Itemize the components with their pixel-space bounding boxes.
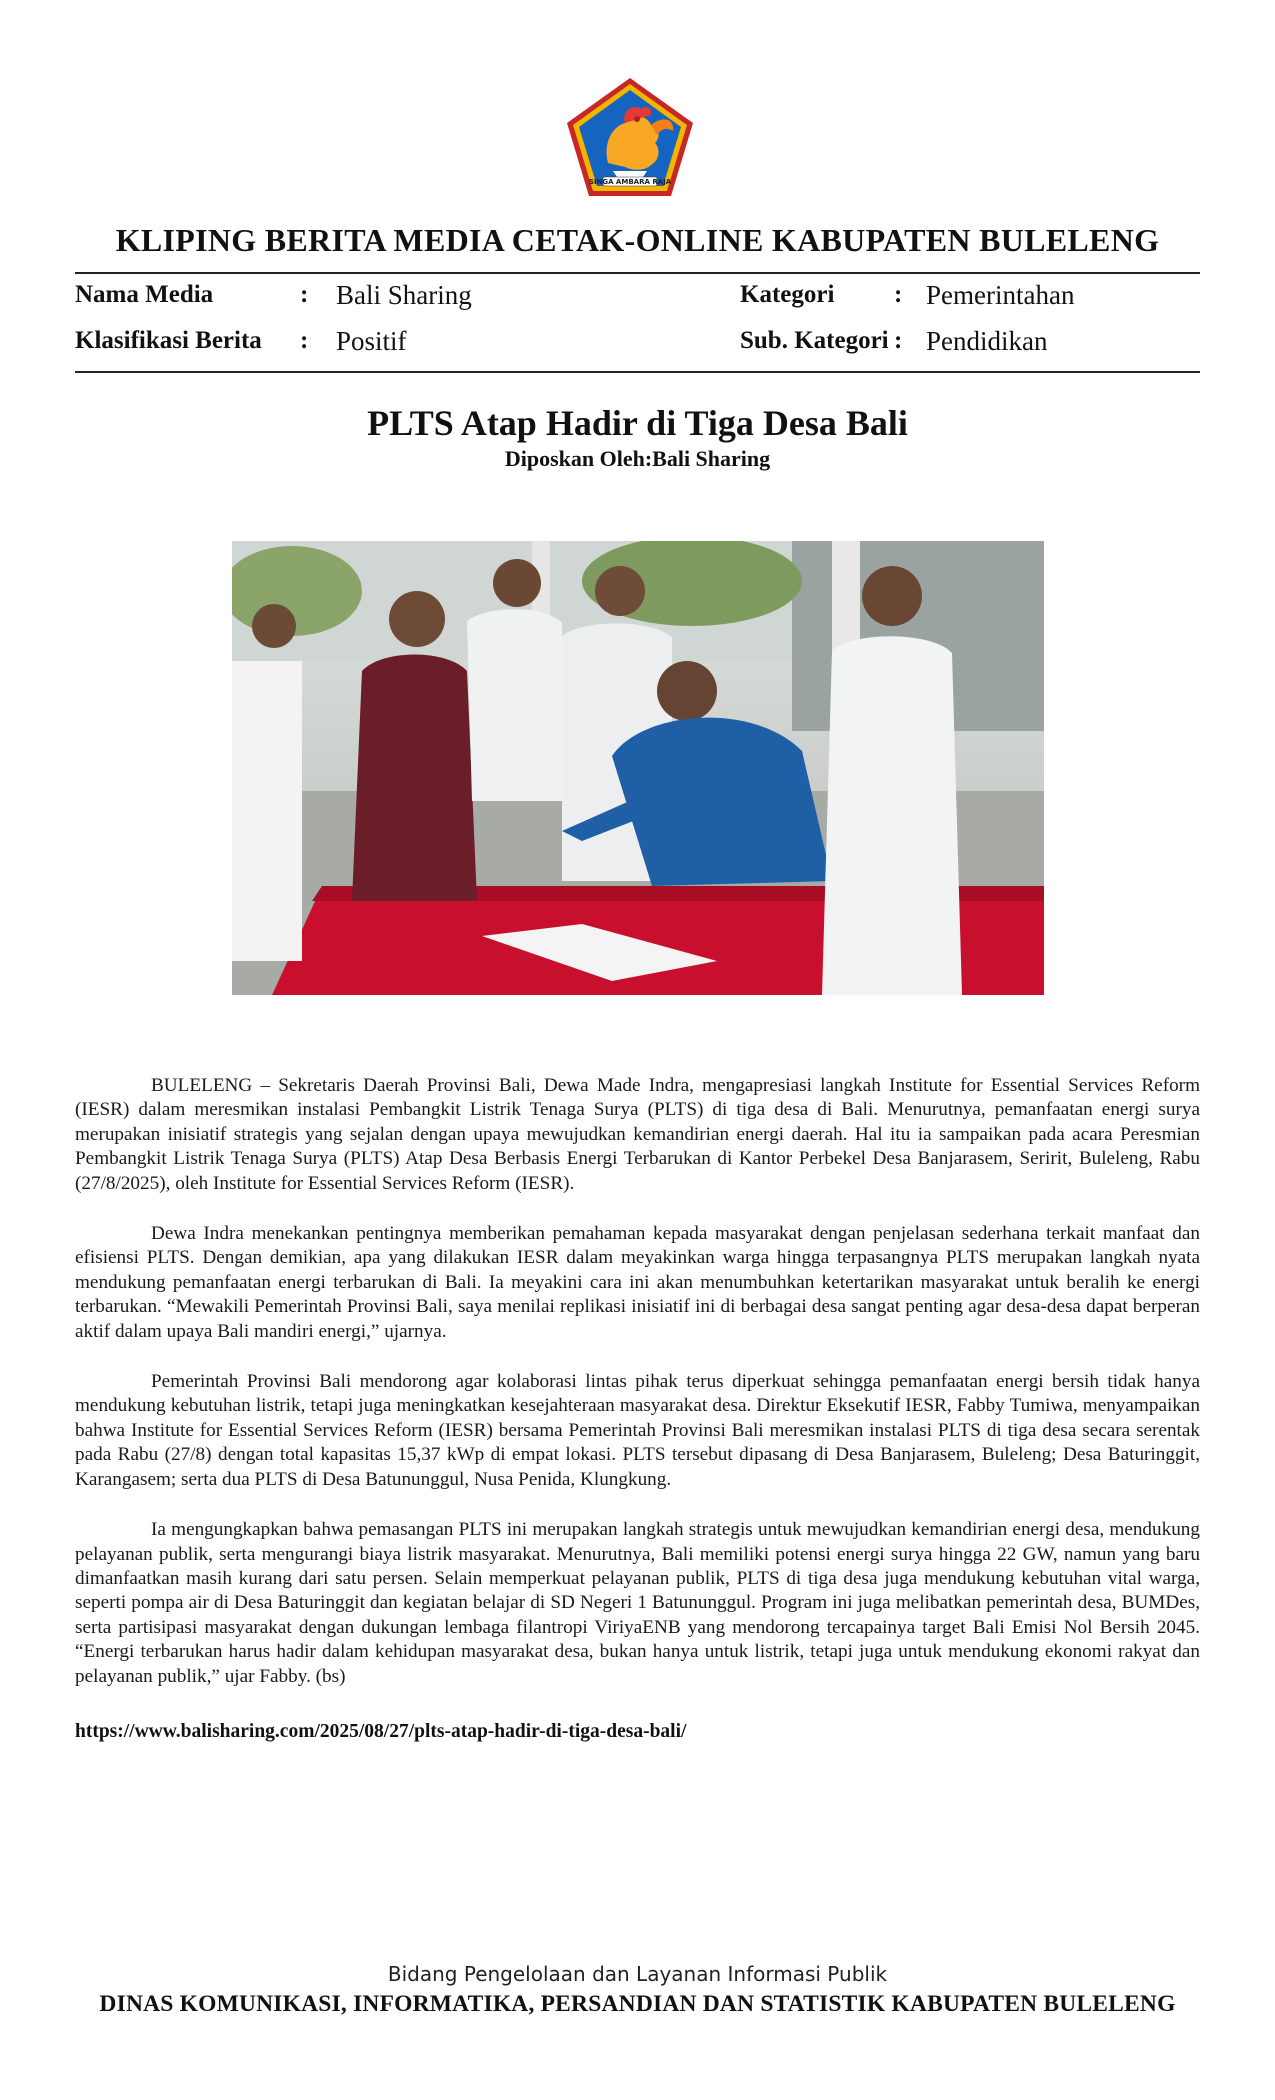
article-body — [75, 1074, 1200, 1715]
article-headline: PLTS Atap Hadir di Tiga Desa Bali — [367, 403, 908, 443]
buleleng-emblem-logo — [563, 75, 697, 201]
article-paragraph-4: Ia mengungkapkan bahwa pemasangan PLTS ini merupakan langkah strategis untuk mewujudkan kemandirian energi desa, mendukung pelayanan publik, serta mengurangi biaya listrik masyarakat. Menurutnya, Bali memiliki potensi energi surya hingga 22 GW, namun yang baru dimanfaatkan masih kurang dari satu persen. Selain memperkuat pelayanan publik, PLTS di tiga desa juga mendukung kebutuhan vital warga, seperti pompa air di Desa Baturinggit dan kegiatan belajar di SD Negeri 1 Batununggul. Program ini juga melibatkan pemerintah desa, BUMDes, serta partisipasi masyarakat dengan dukungan lembaga filantropi ViriyaENB yang mendorong tercapainya target Bali Emisi Nol Bersih 2045. “Energi terbarukan harus hadir dalam kehidupan masyarakat desa, bukan hanya untuk listrik, tetapi juga untuk mendukung ekonomi rakyat dan pelayanan publik,” ujar Fabby. (bs) — [75, 1519, 1200, 1687]
category-value: Pemerintahan — [926, 280, 1075, 310]
media-colon: : — [300, 281, 309, 308]
subcategory-label: Sub. Kategori — [740, 327, 889, 354]
source-url-link[interactable]: https://www.balisharing.com/2025/08/27/plts-atap-hadir-di-tiga-desa-bali/ — [75, 1721, 687, 1742]
page-title: KLIPING BERITA MEDIA CETAK-ONLINE KABUPATEN BULELENG — [115, 222, 1160, 258]
classification-colon: : — [300, 327, 309, 354]
media-value: Bali Sharing — [336, 280, 472, 310]
footer-division: Bidang Pengelolaan dan Layanan Informasi Publik — [387, 1962, 888, 1986]
category-colon: : — [894, 281, 903, 308]
media-label: Nama Media — [75, 281, 214, 308]
logo-caption: SINGA AMBARA RAJA — [588, 178, 672, 186]
subcategory-colon: : — [894, 327, 903, 354]
header-divider-bottom — [75, 371, 1200, 373]
article-byline: Diposkan Oleh:Bali Sharing — [504, 446, 771, 471]
category-label: Kategori — [740, 281, 835, 308]
classification-value: Positif — [336, 326, 407, 356]
subcategory-value: Pendidikan — [926, 326, 1048, 356]
article-paragraph-3: Pemerintah Provinsi Bali mendorong agar kolaborasi lintas pihak terus diperkuat sehingga pemanfaatan energi bersih tidak hanya mendukung kebutuhan listrik, tetapi juga meningkatkan kesejahteraan masyarakat desa. Direktur Eksekutif IESR, Fabby Tumiwa, menyampaikan bahwa Institute for Essential Services Reform (IESR) bersama Pemerintah Provinsi Bali meresmikan instalasi PLTS di tiga desa secara serentak pada Rabu (27/8) dengan total kapasitas 15,37 kWp di empat lokasi. PLTS tersebut dipasang di Desa Banjarasem, Buleleng; Desa Baturinggit, Karangasem; serta dua PLTS di Desa Batununggul, Nusa Penida, Klungkung. — [75, 1371, 1200, 1490]
footer-agency: DINAS KOMUNIKASI, INFORMATIKA, PERSANDIAN DAN STATISTIK KABUPATEN BULELENG — [99, 1991, 1176, 2017]
header-divider-top — [75, 272, 1200, 274]
classification-label: Klasifikasi Berita — [75, 327, 262, 354]
article-photo — [232, 541, 1044, 995]
article-paragraph-1: BULELENG – Sekretaris Daerah Provinsi Bali, Dewa Made Indra, mengapresiasi langkah Institute for Essential Services Reform (IESR) dalam meresmikan instalasi Pembangkit Listrik Tenaga Surya (PLTS) di tiga desa di Bali. Menurutnya, pemanfaatan energi surya merupakan inisiatif strategis yang sejalan dengan upaya mewujudkan kemandirian energi daerah. Hal itu ia sampaikan pada acara Peresmian Pembangkit Listrik Tenaga Surya (PLTS) Atap Desa Berbasis Energi Terbarukan di Kantor Perbekel Desa Banjarasem, Seririt, Buleleng, Rabu (27/8/2025), oleh Institute for Essential Services Reform (IESR). — [75, 1075, 1200, 1194]
article-paragraph-2: Dewa Indra menekankan pentingnya memberikan pemahaman kepada masyarakat dengan penjelasan sederhana terkait manfaat dan efisiensi PLTS. Dengan demikian, apa yang dilakukan IESR dalam meyakinkan warga hingga terpasangnya PLTS merupakan langkah nyata mendukung pemanfaatan energi terbarukan di Bali. Ia meyakini cara ini akan menumbuhkan ketertarikan masyarakat untuk beralih ke energi terbarukan. “Mewakili Pemerintah Provinsi Bali, saya menilai replikasi inisiatif ini di berbagai desa sangat penting agar desa-desa dapat berperan aktif dalam upaya Bali mandiri energi,” ujarnya. — [75, 1223, 1200, 1342]
